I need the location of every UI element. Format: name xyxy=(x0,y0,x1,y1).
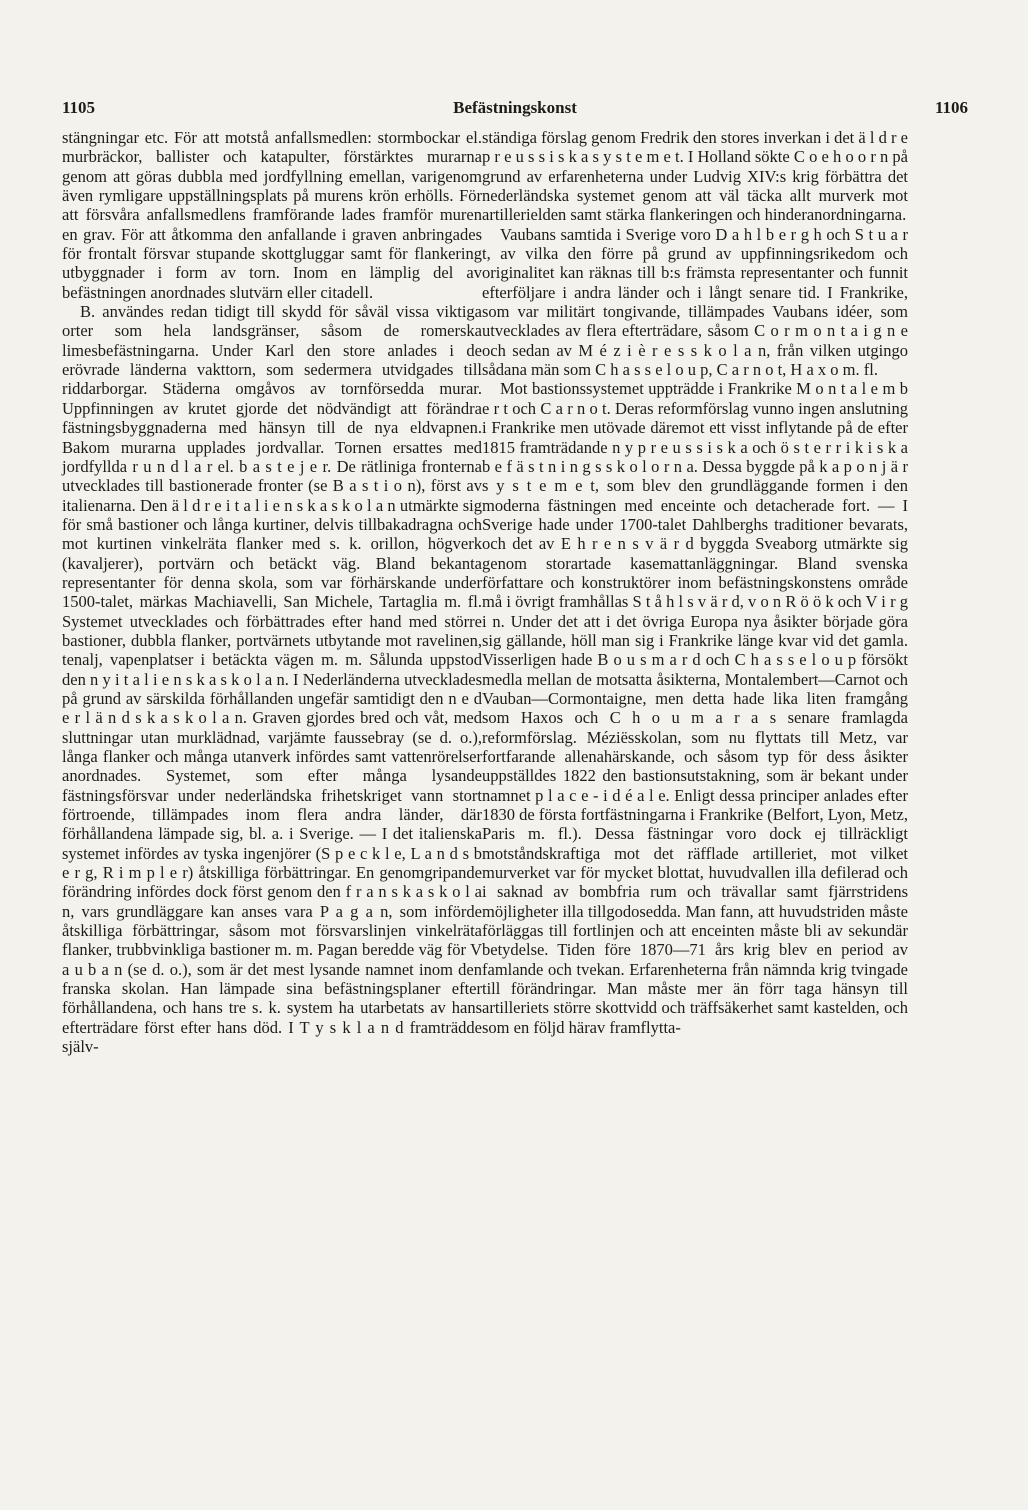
paragraph: ständiga förslag genom Fredrik den stores inverkan i det ä l d r e p r e u s s i s k a s y s t e m e t. I Holland sökte C o e h o o r n på grund av erfarenheterna under Ludvig XIV:s krig förbättra det nederländska systemet genom att väl täcka allt murverk mot artillerielden samt stärka flankeringen och hinderanordningarna. xyxy=(482,128,908,225)
paragraph: Mot bastionssystemet uppträdde i Frankrike M o n t a l e m b e r t och C a r n o t. Deras reformförslag vunno ingen anslutning i Frankrike men utövade däremot ett visst inflytande på de efter 1815 framträdande n y p r e u s s i s k a och ö s t e r r i k i s k a b e f ä s t n i n g s s k o l o r n a. Dessa byggde på k a p o n j ä r s y s t e m e t, som blev den grundläggande formen i den moderna fästningen med enceinte och detacherade fort. — I Sverige hade under 1700-talet Dahlberghs traditioner bevarats, och det av E h r e n s v ä r d byggda Sveaborg utmärkte sig genom storartade kasemattanläggningar. Bland svenska författare och konstruktörer inom befästningskonstens område må i övrigt framhållas S t å h l s v ä r d, v o n R ö ö k och V i r g i n. Under det att i det övriga Europa nya åsikter började göra sig gällande, höll man sig i Frankrike länge kvar vid det gamla. Visserligen hade B o u s m a r d och C h a s s e l o u p försökt medla mellan de motsatta åsikterna, Montalembert—Carnot och Vauban—Cormontaigne, men detta hade lika liten framgång som Haxos och C h o u m a r a s senare framlagda reformförslag. Méziësskolan, som nu flyttats till Metz, var fortfarande allenahärskande, och såsom typ för dess åsikter uppställdes 1822 den bastionsutstakning, som är bekant under namnet p l a c e - i d é a l e. Enligt dessa principer anlades efter 1830 de första fortfästningarna i Frankrike (Belfort, Lyon, Metz, Paris m. fl.). Dessa fästningar voro dock ej tillräckligt motståndskraftiga mot det räfflade artilleriet, mot vilket murverket var för mycket blottat, huvudvallen illa defilerad och i saknad av bombfria rum och trävallar samt fjärrstridens möjligheter illa tillgodosedda. Man fann, att huvudstriden måste förläggas till fortlinjen och att enceinten måste bli av sekundär betydelse. Tiden före 1870—71 års krig blev en period av famlande och tvekan. Erfarenheterna från nämnda krig tvingade till förändringar. Man måste mer än förr taga hänsyn till artilleriets större skottvidd och träffsäkerhet samt kastelden, och som en följd härav framflytta- xyxy=(482,379,908,1037)
running-header xyxy=(62,98,968,122)
paragraph: B. användes redan tidigt till skydd för såväl vissa viktiga orter som hela landsgränser, såsom de romerska limesbefästningarna. Under Karl den store anlades i de erövrade länderna vakttorn, som sedermera utvidgades till riddarborgar. Städerna omgåvos av tornförsedda murar. Uppfinningen av krutet gjorde det nödvändigt att förändra fästningsbyggnaderna med hänsyn till de nya eldvapnen. Bakom murarna upplades jordvallar. Tornen ersattes med jordfyllda r u n d l a r el. b a s t e j e r. De rätliniga fronterna utvecklades till bastionerade fronter (se B a s t i o n), först av italienarna. Den ä l d r e i t a l i e n s k a s k o l a n utmärkte sig för små bastioner och långa kurtiner, delvis tillbakadragna och mot kurtinen vinkelräta flanker med s. k. orillon, högverk (kavaljerer), portvärn och betäckt väg. Bland bekanta representanter för denna skola, som var förhärskande under 1500-talet, märkas Machiavelli, San Michele, Tartaglia m. fl. Systemet utvecklades och förbättrades efter hand med större bastioner, dubbla flanker, portvärnets utbytande mot ravelinen, tenalj, vapenplatser i betäckta vägen m. m. Sålunda uppstod den n y i t a l i e n s k a s k o l a n. I Nederländerna utvecklades på grund av särskilda förhållanden ungefär samtidigt den n e d e r l ä n d s k a s k o l a n. Graven gjordes bred och våt, med sluttningar utan murklädnad, varjämte faussebray (se d. o.), långa flanker och många utanverk infördes samt vattenrörelser anordnades. Systemet, som efter många lysande fästningsförsvar under nederländska frihetskriget vann stort förtroende, tillämpades inom flera andra länder, där förhållandena lämpade sig, bl. a. i Sverige. — I det italienska systemet infördes av tyska ingenjörer (S p e c k l e, L a n d s b e r g, R i m p l e r) åtskilliga förbättringar. En genomgripande förändring infördes dock först genom den f r a n s k a s k o l a n, vars grundläggare kan anses vara P a g a n, som införde åtskilliga förbättringar, såsom mot försvarslinjen vinkelräta flanker, trubbvinkliga bastioner m. m. Pagan beredde väg för V a u b a n (se d. o.), som är det mest lysande namnet inom den franska skolan. Han lämpade sina befästningsplaner efter förhållandena, och hans tre s. k. system ha utarbetats av hans efterträdare först efter hans död. I T y s k l a n d framträdde själv- xyxy=(62,302,482,1057)
left-column xyxy=(62,128,482,1057)
left-page-number: 1105 xyxy=(62,98,96,117)
paragraph: stängningar etc. För att motstå anfallsmedlen: stormbockar el. murbräckor, ballister och katapulter, förstärktes murarna genom att göras dubbla med jordfyllning emellan, varigenom även rymligare uppställningsplats på murens krön erhölls. För att försvåra anfallsmedlens framförande lades framför muren en grav. För att åtkomma den anfallande i graven anbringades för frontalt försvar stupande skottgluggar samt för flankering utbyggnader i form av torn. Inom en lämplig del av befästningen anordnades slutvärn eller citadell. xyxy=(62,128,482,302)
header-title: Befästningskonst xyxy=(453,98,577,117)
right-page-number: 1106 xyxy=(934,98,968,117)
right-column xyxy=(482,128,908,1037)
paragraph: Vaubans samtida i Sverige voro D a h l b e r g h och S t u a r t, av vilka den förre på grund av uppfinningsrikedom och originalitet kan räknas till b:s främsta representanter och funnit efterföljare i andra länder och i långt senare tid. I Frankrike, som var militärt tongivande, tillämpades Vaubans idéer, som utvecklades av flera efterträdare, såsom C o r m o n t a i g n e och sedan av M é z i è r e s s k o l a n, från vilken utgingo sådana män som C h a s s e l o u p, C a r n o t, H a x o m. fl. xyxy=(482,224,908,380)
